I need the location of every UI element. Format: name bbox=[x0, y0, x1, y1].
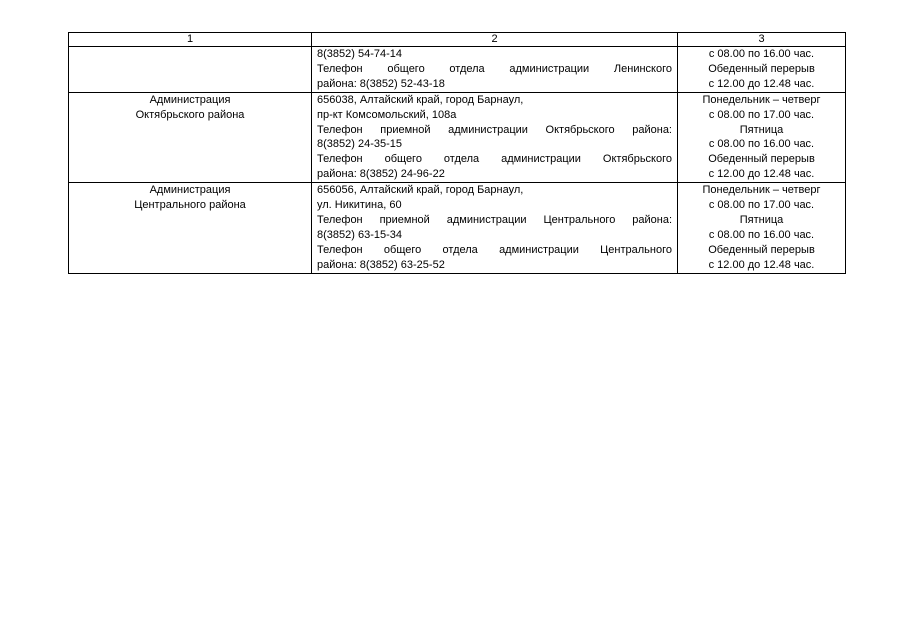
hours-line: Пятница bbox=[739, 123, 784, 136]
phone-line: района: 8(3852) 52-43-18 bbox=[317, 77, 445, 90]
administration-name-line: Октябрьского района bbox=[135, 108, 245, 121]
phone-line: 8(3852) 63-15-34 bbox=[317, 228, 403, 241]
address-phones-cell bbox=[312, 92, 678, 182]
district-administrations-table bbox=[68, 32, 846, 274]
administration-name-cell bbox=[69, 92, 312, 182]
column-number-1: 1 bbox=[69, 33, 312, 47]
administration-name-line: Администрация bbox=[149, 93, 231, 106]
hours-line: с 08.00 по 17.00 час. bbox=[708, 199, 815, 212]
working-hours-cell bbox=[678, 47, 846, 93]
table-row bbox=[69, 183, 846, 273]
hours-line: Обеденный перерыв bbox=[708, 243, 815, 256]
address-line: пр-кт Комсомольский, 108а bbox=[317, 108, 457, 121]
column-number-2: 2 bbox=[312, 33, 678, 47]
address-phones-cell bbox=[312, 183, 678, 273]
hours-line: Обеденный перерыв bbox=[708, 153, 815, 166]
column-number-3: 3 bbox=[678, 33, 846, 47]
working-hours-cell bbox=[678, 183, 846, 273]
administration-name-cell bbox=[69, 47, 312, 93]
phone-line: 8(3852) 54-74-14 bbox=[317, 48, 403, 60]
address-line: ул. Никитина, 60 bbox=[317, 199, 402, 212]
administration-name-line: Центрального района bbox=[134, 199, 246, 212]
working-hours-cell bbox=[678, 92, 846, 182]
phone-line: района: 8(3852) 24-96-22 bbox=[317, 168, 445, 181]
phone-label-line: Телефон общего отдела администрации Ленинского bbox=[317, 62, 672, 75]
hours-line: с 12.00 до 12.48 час. bbox=[708, 77, 815, 90]
administration-name-line bbox=[74, 47, 306, 62]
address-phones-cell bbox=[312, 47, 678, 93]
hours-line: Понедельник – четверг bbox=[702, 93, 821, 106]
hours-line: с 08.00 по 17.00 час. bbox=[708, 108, 815, 121]
hours-line: Понедельник – четверг bbox=[702, 184, 821, 197]
hours-line: с 12.00 до 12.48 час. bbox=[708, 168, 815, 181]
phone-label-line: Телефон приемной администрации Центрального района: bbox=[317, 213, 672, 226]
hours-line: с 08.00 по 16.00 час. bbox=[708, 228, 815, 241]
phone-line: района: 8(3852) 63-25-52 bbox=[317, 258, 445, 271]
administration-name-line: Администрация bbox=[149, 184, 231, 197]
table-header-row bbox=[69, 33, 846, 47]
address-line: 656038, Алтайский край, город Барнаул, bbox=[317, 93, 524, 106]
hours-line: с 08.00 по 16.00 час. bbox=[708, 138, 815, 151]
table-row bbox=[69, 47, 846, 93]
hours-line: Обеденный перерыв bbox=[708, 62, 815, 75]
administration-name-cell bbox=[69, 183, 312, 273]
phone-line: 8(3852) 24-35-15 bbox=[317, 138, 403, 151]
hours-line: с 08.00 по 16.00 час. bbox=[708, 48, 815, 60]
phone-label-line: Телефон приемной администрации Октябрьского района: bbox=[317, 123, 672, 136]
administration-name-line bbox=[74, 62, 306, 77]
table-row bbox=[69, 92, 846, 182]
phone-label-line: Телефон общего отдела администрации Октябрьского bbox=[317, 153, 672, 166]
hours-line: с 12.00 до 12.48 час. bbox=[708, 258, 815, 271]
hours-line: Пятница bbox=[739, 213, 784, 226]
address-line: 656056, Алтайский край, город Барнаул, bbox=[317, 184, 524, 197]
phone-label-line: Телефон общего отдела администрации Центрального bbox=[317, 243, 672, 256]
